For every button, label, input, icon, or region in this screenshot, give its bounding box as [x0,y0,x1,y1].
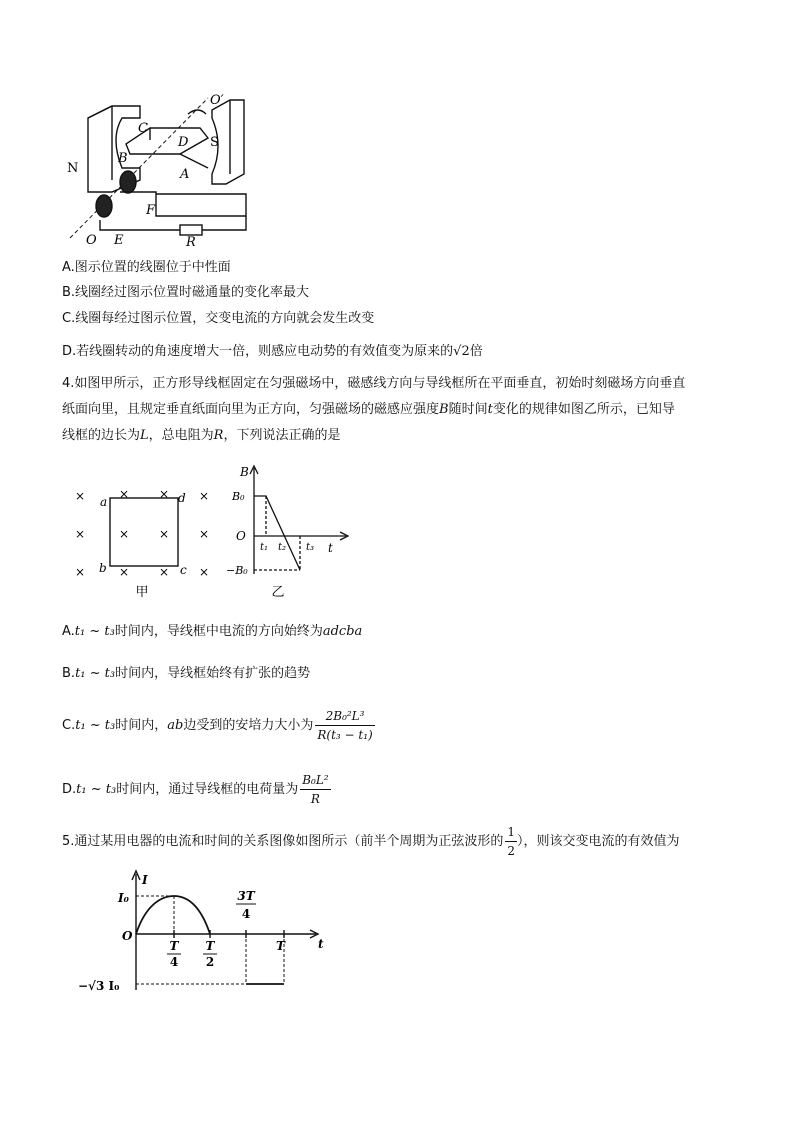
label-N: N [67,161,79,176]
label-F: F [146,203,156,218]
label-A: A [180,167,190,182]
q4-var-L: L [140,428,149,443]
option-prefix: C. [62,718,76,733]
side-ab: ab [167,718,184,733]
label-S: S [210,135,219,150]
cross-mark: × [158,487,170,501]
q4-stem-line3 [62,428,340,444]
axis-t-label: t [318,937,324,951]
T2-num: T [205,939,215,953]
B0-label: B₀ [232,490,245,503]
fraction-force [315,708,374,743]
cross-mark: × [158,527,170,541]
q4-stem-text: 变化的规律如图乙所示，已知导 [492,402,675,417]
q4-stem-text: ，下列说法正确的是 [223,428,341,443]
corner-c: c [180,563,187,577]
q4-option-b [62,666,310,682]
cross-mark: × [198,489,210,503]
q4-var-R: R [213,428,224,443]
t2-label: t₂ [278,542,287,553]
figure-current-time [72,866,332,1006]
corner-b: b [99,561,107,575]
T4-den: 4 [169,955,179,969]
figure-jia [66,484,226,604]
cross-mark: × [74,565,86,579]
fraction-charge [300,772,330,807]
fraction-numerator: 1 [505,824,517,842]
q4-stem-line1: 4.如图甲所示，正方形导线框固定在匀强磁场中，磁感线方向与导线框所在平面垂直，初始时刻磁场方向垂直 [62,376,686,391]
cross-mark: × [118,527,130,541]
cross-mark: × [118,487,130,501]
t1-label: t₁ [260,542,269,553]
q3-option-d [62,344,483,360]
corner-a: a [100,495,108,509]
time-range: t₁ ~ t₃ [76,782,117,797]
current-direction: adcba [322,624,363,639]
option-text: 边受到的安培力大小为 [183,718,314,733]
caption-jia: 甲 [135,585,149,600]
option-text: 时间内，导线框中电流的方向始终为 [114,624,323,639]
label-D: D [178,135,189,150]
q4-var-t: t [487,402,493,417]
fraction-denominator: R(t₃ − t₁) [317,728,373,742]
T34-num: 3T [237,889,255,903]
q4-stem-text: 纸面向里，且规定垂直纸面向里为正方向，匀强磁场的磁感应强度 [62,402,440,417]
q4-option-d [62,770,331,810]
fraction-numerator: 2B₀²L³ [315,708,374,726]
figure-yi [224,462,354,604]
generator-figure [60,88,260,252]
label-B: B [118,151,128,166]
q3-option-c: C.线圈每经过图示位置，交变电流的方向就会发生改变 [62,311,375,326]
label-O-prime: O′ [210,93,224,108]
q4-stem-line2 [62,402,675,418]
T34-den: 4 [241,907,251,921]
caption-yi: 乙 [271,585,285,600]
time-range: t₁ ~ t₃ [75,666,116,681]
origin-label: O [236,529,246,543]
label-C: C [138,121,148,136]
T2-den: 2 [205,955,215,969]
q3-option-d-suffix: 倍 [469,344,483,359]
axis-B-label: B [240,465,249,479]
cross-mark: × [74,489,86,503]
fraction-numerator: B₀L² [300,772,330,790]
q4-stem-text: 线框的边长为 [62,428,141,443]
option-prefix: D. [62,782,77,797]
t3-label: t₃ [306,542,315,553]
cross-mark: × [74,527,86,541]
cross-mark: × [118,565,130,579]
q4-option-a [62,624,362,640]
fraction-denominator: 2 [507,844,516,858]
option-prefix: B. [62,666,76,681]
time-range: t₁ ~ t₃ [75,718,116,733]
q4-var-B: B [439,402,449,417]
option-text: 时间内， [115,718,168,733]
option-text: 时间内，通过导线框的电荷量为 [116,782,299,797]
q5-stem-text: 5.通过某用电器的电流和时间的关系图像如图所示（前半个周期为正弦波形的 [62,834,504,849]
q3-option-a: A.图示位置的线圈位于中性面 [62,260,231,275]
cross-mark: × [198,565,210,579]
q5-stem [62,822,680,862]
q4-stem-text: ，总电阻为 [148,428,214,443]
corner-d: d [178,491,186,505]
fraction-denominator: R [310,792,320,806]
axis-t-label: t [328,541,333,555]
q4-stem-text: 随时间 [448,402,488,417]
cross-mark: × [198,527,210,541]
neg-B0-label: −B₀ [226,564,248,577]
origin-label: O [122,929,133,943]
time-range: t₁ ~ t₃ [74,624,115,639]
q5-stem-text: ），则该交变电流的有效值为 [517,834,680,849]
T-label: T [276,939,285,953]
q4-option-c [62,706,375,746]
label-O: O [86,233,97,248]
label-R: R [186,235,196,250]
cross-mark: × [158,565,170,579]
q3-option-d-value: √2 [453,344,470,359]
option-prefix: A. [62,624,75,639]
T4-num: T [169,939,179,953]
axis-I-label: I [142,873,148,887]
neg-sqrt3-I0-label: −√3 I₀ [78,979,120,993]
q3-option-b: B.线圈经过图示位置时磁通量的变化率最大 [62,285,310,300]
q3-option-d-prefix: D.若线圈转动的角速度增大一倍，则感应电动势的有效值变为原来的 [62,344,454,359]
I0-label: I₀ [118,891,129,905]
label-E: E [114,233,124,248]
option-text: 时间内，导线框始终有扩张的趋势 [115,666,311,681]
fraction-half [505,824,517,859]
